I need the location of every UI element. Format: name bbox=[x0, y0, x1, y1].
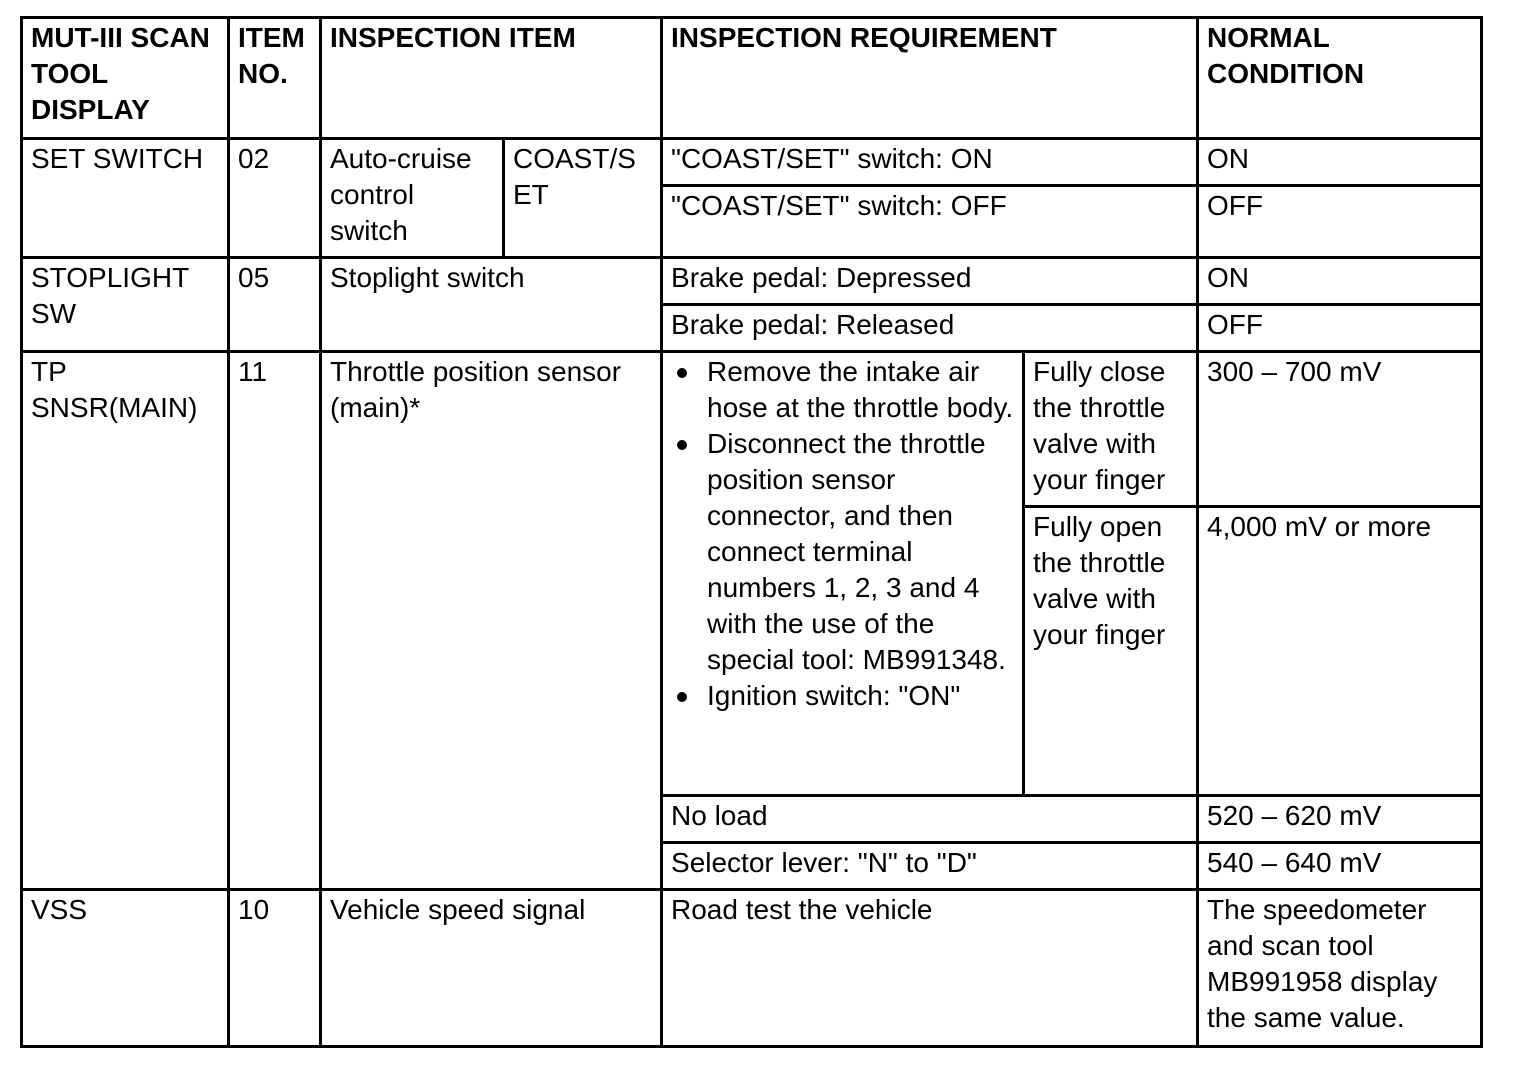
stoplight-item: Stoplight switch bbox=[321, 258, 662, 352]
table-row bbox=[22, 890, 1482, 1047]
stoplight-display: STOPLIGHT SW bbox=[22, 258, 229, 352]
list-item: Disconnect the throttle position sensor connector, and then connect terminal numbers 1, 2, 3 and 4 with the use of the special tool: MB991348. bbox=[669, 426, 1014, 678]
table-row bbox=[22, 139, 1482, 186]
vss-item-no: 10 bbox=[229, 890, 321, 1047]
header-inspection-item: INSPECTION ITEM bbox=[321, 18, 662, 139]
vss-item: Vehicle speed signal bbox=[321, 890, 662, 1047]
set-switch-cond-off: OFF bbox=[1198, 186, 1482, 258]
list-item: Remove the intake air hose at the throttle body. bbox=[669, 354, 1014, 426]
stoplight-item-no: 05 bbox=[229, 258, 321, 352]
table-row bbox=[22, 352, 1482, 507]
tp-sensor-selector-req: Selector lever: "N" to "D" bbox=[662, 843, 1198, 890]
stoplight-cond-released: OFF bbox=[1198, 305, 1482, 352]
header-normal-condition: NORMAL CONDITION bbox=[1198, 18, 1482, 139]
tp-sensor-preconditions bbox=[662, 352, 1024, 796]
inspection-table bbox=[20, 16, 1483, 1048]
set-switch-item-no: 02 bbox=[229, 139, 321, 258]
set-switch-item: Auto-cruise control switch bbox=[321, 139, 504, 258]
stoplight-req-released: Brake pedal: Released bbox=[662, 305, 1198, 352]
vss-cond: The speedometer and scan tool MB991958 display the same value. bbox=[1198, 890, 1482, 1047]
tp-sensor-open-req: Fully open the throttle valve with your finger bbox=[1024, 507, 1198, 796]
tp-sensor-close-cond: 300 – 700 mV bbox=[1198, 352, 1482, 507]
set-switch-req-off: "COAST/SET" switch: OFF bbox=[662, 186, 1198, 258]
tp-sensor-item: Throttle position sensor (main)* bbox=[321, 352, 662, 890]
tp-sensor-item-no: 11 bbox=[229, 352, 321, 890]
vss-display: VSS bbox=[22, 890, 229, 1047]
tp-sensor-noload-req: No load bbox=[662, 796, 1198, 843]
set-switch-display: SET SWITCH bbox=[22, 139, 229, 258]
tp-sensor-selector-cond: 540 – 640 mV bbox=[1198, 843, 1482, 890]
header-display: MUT-III SCAN TOOL DISPLAY bbox=[22, 18, 229, 139]
stoplight-cond-depressed: ON bbox=[1198, 258, 1482, 305]
stoplight-req-depressed: Brake pedal: Depressed bbox=[662, 258, 1198, 305]
precondition-list bbox=[669, 354, 1014, 714]
table-row bbox=[22, 258, 1482, 305]
list-item: Ignition switch: "ON" bbox=[669, 678, 1014, 714]
tp-sensor-close-req: Fully close the throttle valve with your finger bbox=[1024, 352, 1198, 507]
set-switch-req-on: "COAST/SET" switch: ON bbox=[662, 139, 1198, 186]
vss-req: Road test the vehicle bbox=[662, 890, 1198, 1047]
set-switch-cond-on: ON bbox=[1198, 139, 1482, 186]
header-row bbox=[22, 18, 1482, 139]
tp-sensor-display: TP SNSR(MAIN) bbox=[22, 352, 229, 890]
header-inspection-requirement: INSPECTION REQUIREMENT bbox=[662, 18, 1198, 139]
header-item-no: ITEM NO. bbox=[229, 18, 321, 139]
tp-sensor-open-cond: 4,000 mV or more bbox=[1198, 507, 1482, 796]
set-switch-sub-item: COAST/SET bbox=[504, 139, 662, 258]
tp-sensor-noload-cond: 520 – 620 mV bbox=[1198, 796, 1482, 843]
